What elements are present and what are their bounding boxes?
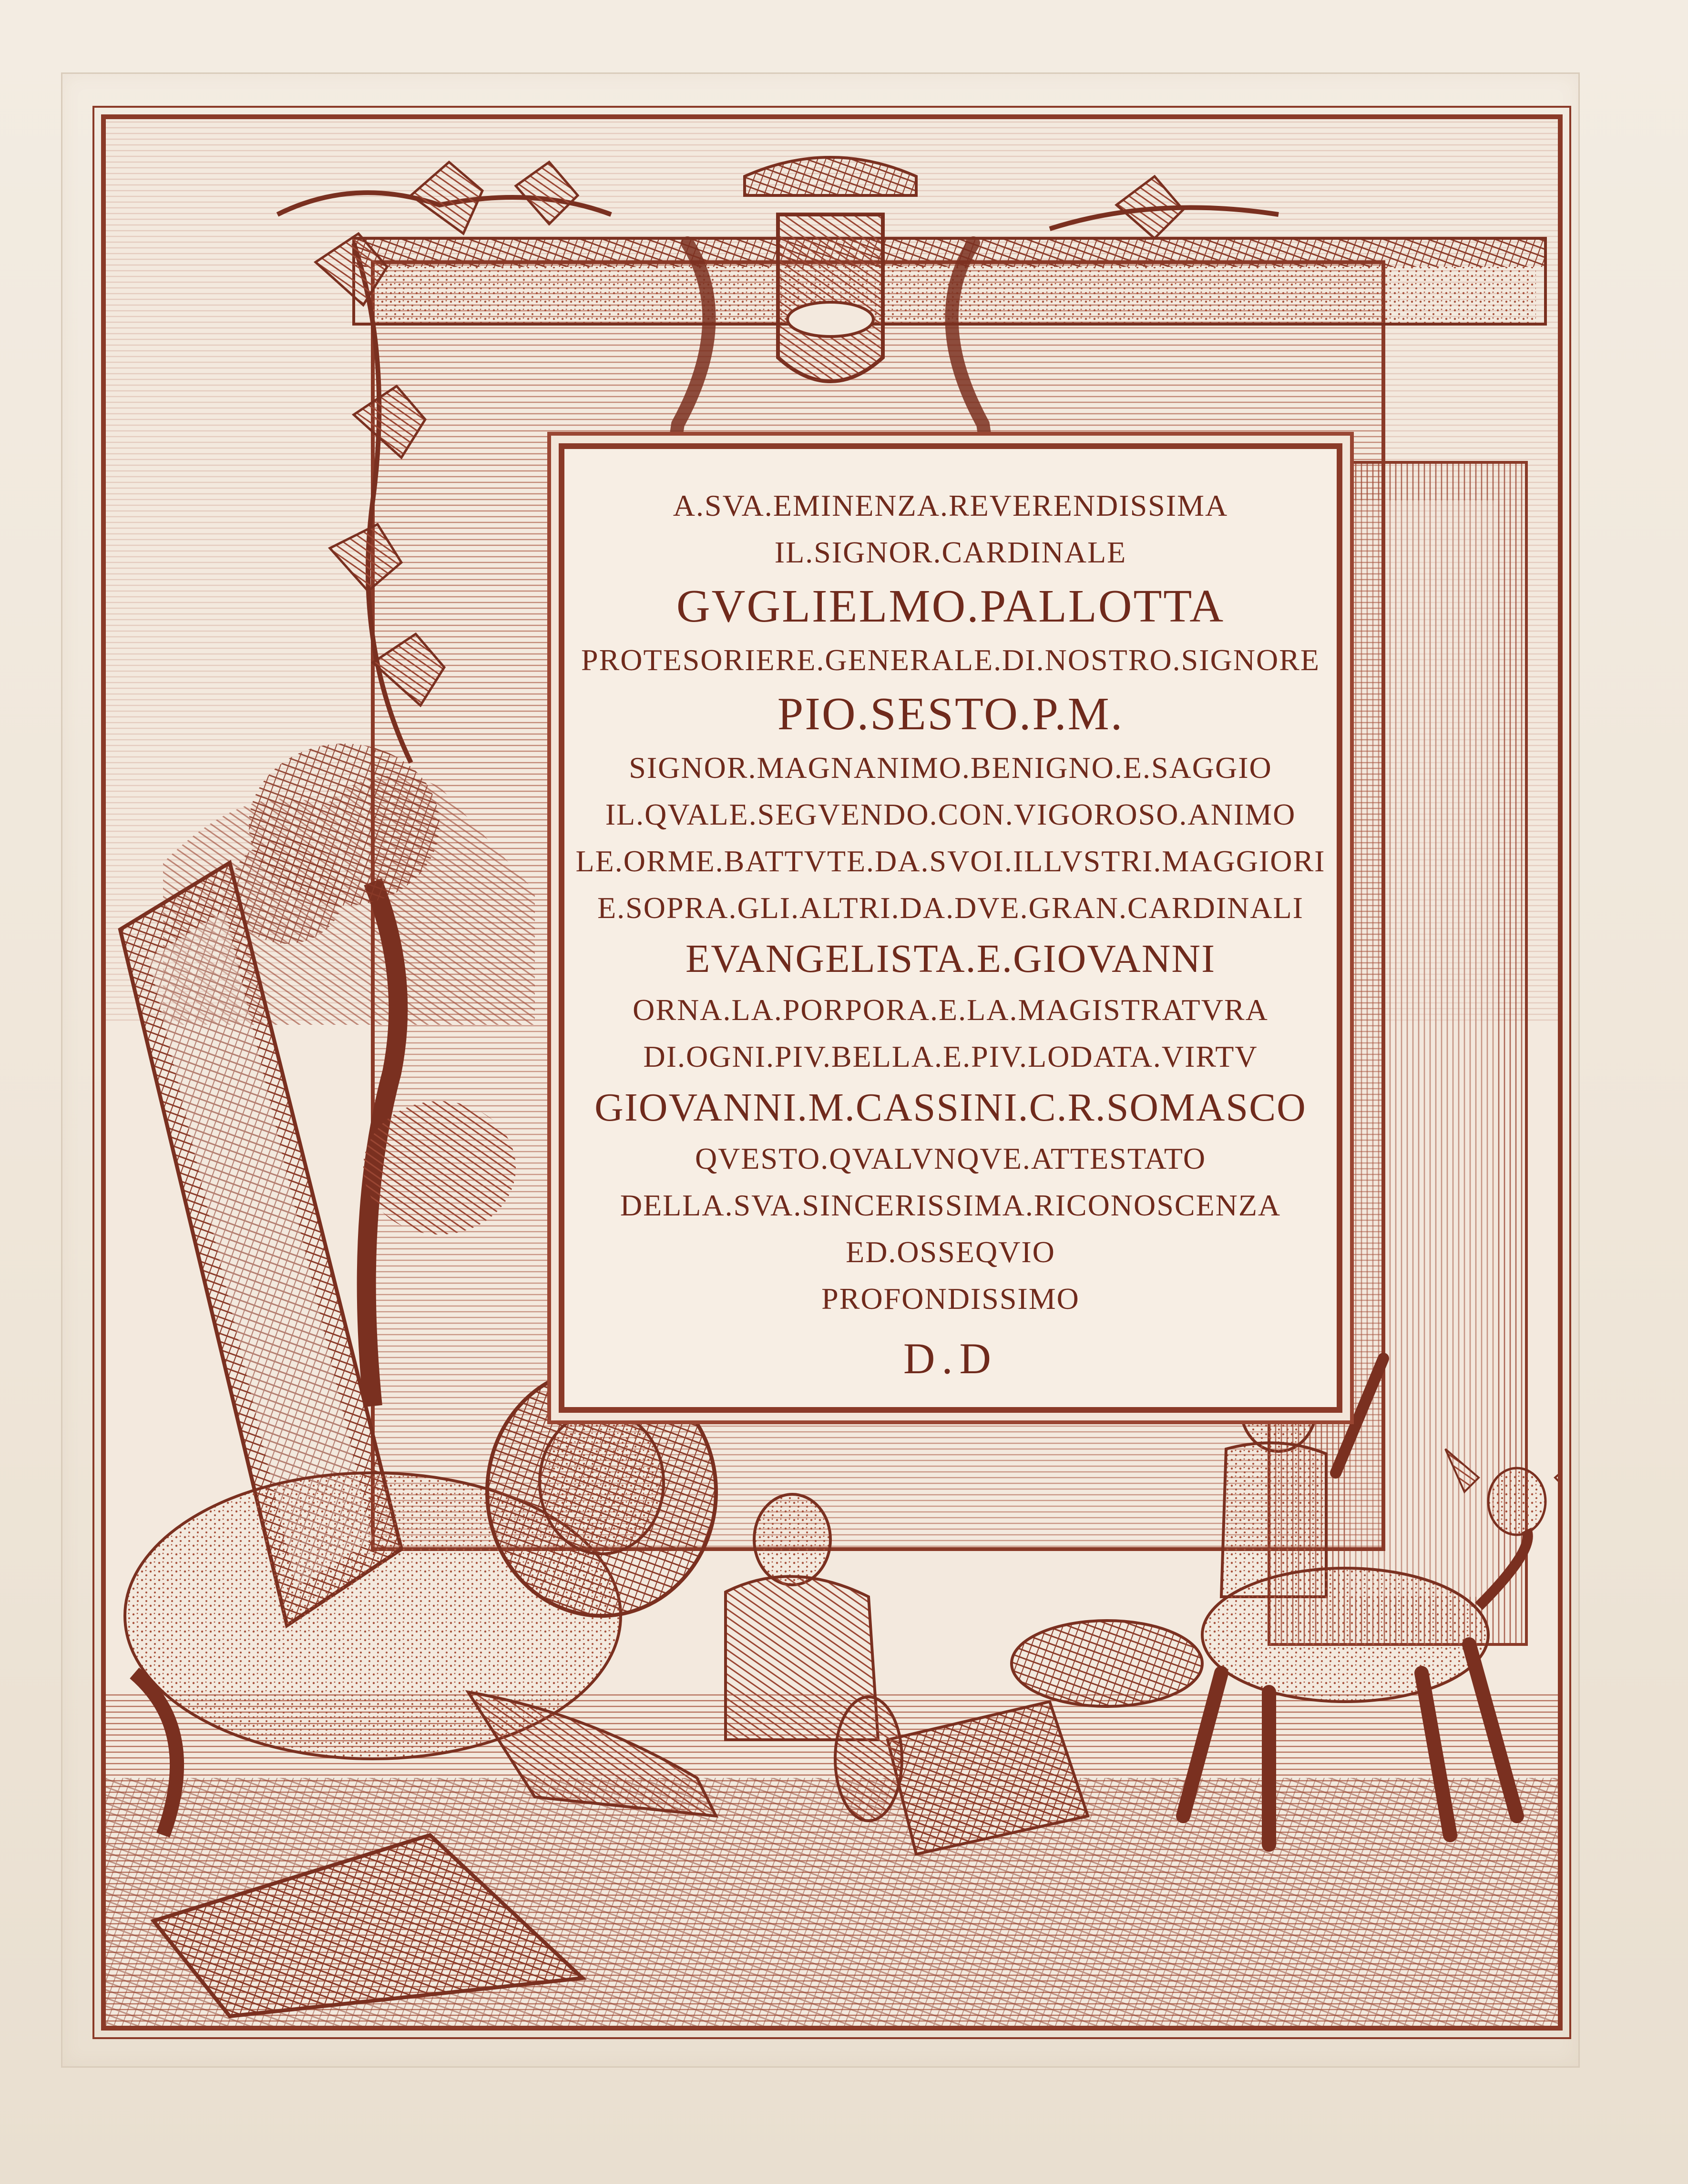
inscription-line: PIO.SESTO.P.M. [777, 688, 1124, 740]
cornice [354, 238, 1545, 267]
inscription-line: EVANGELISTA.E.GIOVANNI [685, 937, 1216, 981]
inscription-line: QVESTO.QVALVNQVE.ATTESTATO [695, 1142, 1207, 1175]
inscription-line: A.SVA.EMINENZA.REVERENDISSIMA [673, 489, 1228, 522]
inscription-line: LE.ORME.BATTVTE.DA.SVOI.ILLVSTRI.MAGGIORI [575, 844, 1326, 878]
inscription-line: PROFONDISSIMO [821, 1282, 1080, 1316]
inscription-line: D.D [903, 1334, 998, 1383]
inscription-line: ORNA.LA.PORPORA.E.LA.MAGISTRATVRA [633, 993, 1269, 1027]
inscription-line: DI.OGNI.PIV.BELLA.E.PIV.LODATA.VIRTV [643, 1040, 1258, 1073]
inscription-line: PROTESORIERE.GENERALE.DI.NOSTRO.SIGNORE [581, 643, 1320, 677]
inscription-tablet [559, 443, 1342, 1413]
inscription-line: GIOVANNI.M.CASSINI.C.R.SOMASCO [594, 1085, 1307, 1130]
inscription-line: IL.QVALE.SEGVENDO.CON.VIGOROSO.ANIMO [605, 797, 1296, 831]
inscription-line: SIGNOR.MAGNANIMO.BENIGNO.E.SAGGIO [629, 751, 1272, 785]
inscription-line: IL.SIGNOR.CARDINALE [774, 535, 1127, 569]
engraved-plate [101, 114, 1563, 2031]
inscription-line: DELLA.SVA.SINCERISSIMA.RICONOSCENZA [620, 1188, 1281, 1222]
inscription-line: E.SOPRA.GLI.ALTRI.DA.DVE.GRAN.CARDINALI [597, 891, 1304, 925]
dedication-text [564, 482, 1337, 1392]
fallen-shield [1012, 1621, 1202, 1706]
inscription-line: ED.OSSEQVIO [846, 1235, 1055, 1269]
inscription-line: GVGLIELMO.PALLOTTA [676, 581, 1225, 632]
